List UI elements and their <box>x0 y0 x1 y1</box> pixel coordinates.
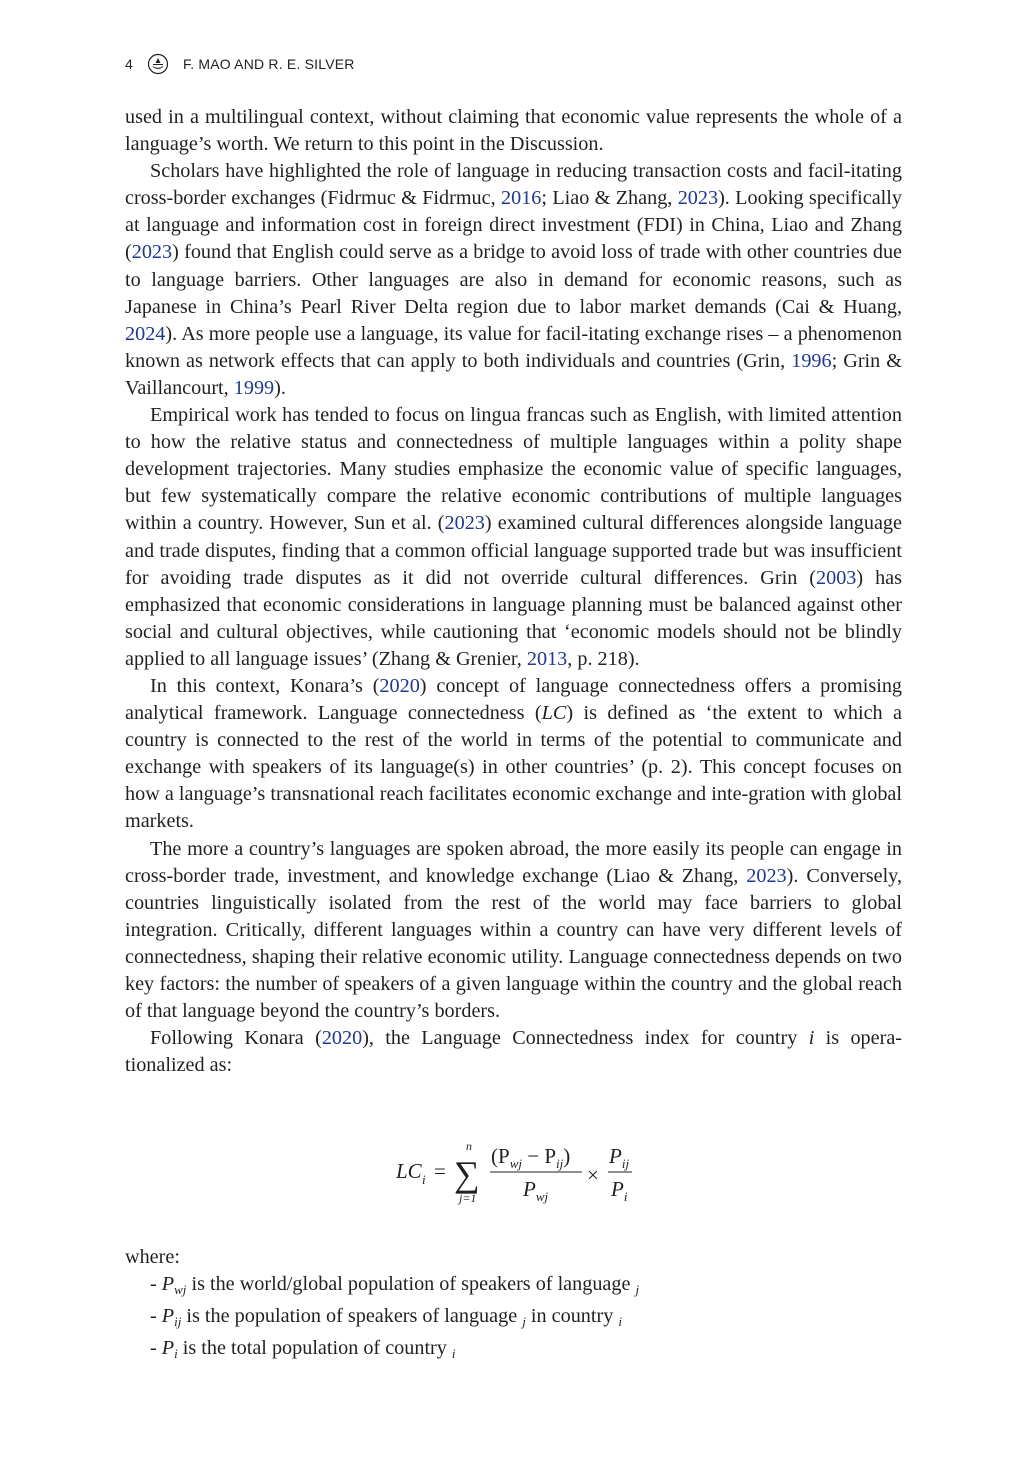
num2-sym: P <box>609 1144 622 1168</box>
running-header <box>125 53 355 75</box>
citation-link[interactable]: 1996 <box>791 349 832 372</box>
lc-formula <box>396 1136 636 1216</box>
formula-lhs: LC <box>396 1159 422 1183</box>
item-symbol-sub: ij <box>174 1314 182 1330</box>
text-run: ) has emphasized that economic considerations in language planning must be balanced against other social and cultural objectives, while cautioning that ‘economic models should not be blindly applied to all language issues’ (Zhang & Grenier, <box>125 566 902 670</box>
den2-sub: i <box>623 1189 628 1204</box>
item-dash: - <box>150 1273 162 1296</box>
formula-numerator-2 <box>608 1144 629 1171</box>
num1-sub-b: ij <box>556 1156 564 1171</box>
text-run: ) found that English could serve as a bridge to avoid loss of trade with other countries due to language barriers. Other languages are also in demand for economic reasons, such as Japanese in China’s Pearl River Delta region due to labor market demands (Cai & Huang, <box>125 241 902 318</box>
formula-denominator-2 <box>610 1177 628 1204</box>
where-label: where: <box>125 1246 180 1268</box>
formula-sum-symbol: ∑ <box>454 1154 480 1194</box>
formula-denominator-1 <box>522 1177 548 1204</box>
item-symbol: P <box>161 1305 175 1328</box>
text-run: ) examined cultural differences alongside language and trade disputes, finding that a common official language supported trade but was insufficient for avoiding trade disputes as it did not override cultural differences. Grin ( <box>125 512 902 589</box>
running-head-authors: F. MAO AND R. E. SILVER <box>183 56 355 72</box>
citation-link[interactable]: 2016 <box>501 187 542 210</box>
item-tail-sub-2: i <box>618 1314 622 1330</box>
item-text-2: in country <box>525 1305 619 1328</box>
text-run: ; Grin & Vaillancourt, <box>125 349 902 399</box>
item-text: is the total population of country <box>177 1337 452 1360</box>
text-run: ) concept of language connectedness offers a promising analytical framework. Language connectedness ( <box>125 674 903 725</box>
formula-sum-lower: j=1 <box>459 1191 477 1205</box>
citation-link[interactable]: 2023 <box>131 241 173 264</box>
definition-item <box>125 1271 902 1303</box>
item-tail-sub: i <box>451 1346 456 1362</box>
item-symbol: P <box>161 1273 175 1296</box>
text-run: Empirical work has tended to focus on lingua francas such as English, with limited attention to how the relative status and connectedness of multiple languages within a polity shape development trajectories. Many studies emphasize the economic value of specific languages, but few systematically compare the relative economic contributions of multiple languages within a country. However, Sun et al. ( <box>125 404 902 535</box>
italic-term: i <box>808 1027 815 1050</box>
num1-sub-a: wj <box>509 1156 522 1171</box>
text-run: is opera-tionalized as: <box>125 1027 902 1077</box>
text-run: Following Konara ( <box>150 1027 322 1050</box>
article-body <box>125 104 902 1079</box>
paragraph-2 <box>125 158 902 402</box>
page-number: 4 <box>125 56 133 72</box>
item-symbol-sub: i <box>174 1346 178 1362</box>
text-run: ). <box>274 376 286 399</box>
paragraph-5 <box>125 836 902 1026</box>
definition-item <box>125 1335 902 1367</box>
formula-equals: = <box>434 1159 446 1183</box>
num1-mid: − P <box>521 1144 557 1168</box>
text-run: ). Looking specifically at language and information cost in foreign direct investment (FDI) in China, Liao and Zhang ( <box>125 187 902 264</box>
paragraph-1: used in a multilingual context, without claiming that economic value represents the whole of a language’s worth. We return to this point in the Discussion. <box>125 106 902 156</box>
item-dash: - <box>150 1305 162 1328</box>
citation-link[interactable]: 2023 <box>444 512 485 535</box>
formula-sum-upper: n <box>466 1139 472 1153</box>
num1-open: (P <box>491 1144 510 1168</box>
den2-sym: P <box>611 1177 624 1201</box>
item-dash: - <box>150 1337 162 1360</box>
citation-link[interactable]: 2003 <box>816 566 857 589</box>
text-run: ). As more people use a language, its value for facil-itating exchange rises – a phenomenon known as network effects that can apply to both individuals and countries (Grin, <box>125 322 902 372</box>
den1-sym: P <box>523 1177 536 1201</box>
formula-numerator-1 <box>491 1144 570 1171</box>
den1-sub: wj <box>535 1189 549 1204</box>
definition-item <box>125 1303 902 1335</box>
citation-link[interactable]: 1999 <box>233 376 275 399</box>
item-symbol: P <box>161 1337 175 1360</box>
italic-term: LC <box>541 702 567 725</box>
text-run: Scholars have highlighted the role of language in reducing transaction costs and facil-itating cross-border exchanges (Fidrmuc & Fidrmuc, <box>125 160 902 210</box>
citation-link[interactable]: 2023 <box>746 864 787 887</box>
item-text: is the population of speakers of language <box>181 1305 523 1328</box>
item-symbol-sub: wj <box>174 1282 187 1298</box>
text-run: ) is defined as ‘the extent to which a country is connected to the rest of the world in terms of the potential to communicate and exchange with speakers of its language(s) in other countries’ (p. 2). This concept focuses on how a language’s transnational reach facilitates economic exchange and inte-gration with global markets. <box>125 702 903 833</box>
where-definitions <box>125 1244 902 1367</box>
text-run: In this context, Konara’s ( <box>150 674 380 697</box>
text-run: ; Liao & Zhang, <box>541 187 678 210</box>
publisher-logo-icon <box>147 53 169 75</box>
paragraph-6 <box>125 1025 902 1079</box>
text-run: ), the Language Connectedness index for country <box>362 1027 809 1050</box>
citation-link[interactable]: 2024 <box>125 322 166 345</box>
paragraph-4 <box>125 673 902 836</box>
citation-link[interactable]: 2013 <box>526 647 568 670</box>
text-run: The more a country’s languages are spoken abroad, the more easily its people can engage in cross-border trade, investment, and knowledge exchange (Liao & Zhang, <box>125 837 902 887</box>
text-run: ). Conversely, countries linguistically isolated from the rest of the world may face barriers to global integration. Critically, different languages within a country can have very different levels of connectedness, shaping their relative economic utility. Language connectedness depends on two key factors: the number of speakers of a given language within the country and the global reach of that language beyond the country’s borders. <box>125 864 903 1023</box>
item-tail-sub: j <box>635 1282 640 1298</box>
citation-link[interactable]: 2020 <box>321 1027 363 1050</box>
item-tail-sub: j <box>522 1314 526 1330</box>
formula-times: × <box>587 1163 599 1187</box>
citation-link[interactable]: 2020 <box>379 674 420 697</box>
item-text: is the world/global population of speakers of language <box>186 1273 636 1296</box>
text-run: , p. 218). <box>567 647 640 670</box>
formula-lhs-sub: i <box>422 1172 426 1187</box>
citation-link[interactable]: 2023 <box>677 187 719 210</box>
num2-sub: ij <box>621 1156 630 1171</box>
paragraph-3 <box>125 402 902 673</box>
num1-close: ) <box>563 1144 571 1168</box>
